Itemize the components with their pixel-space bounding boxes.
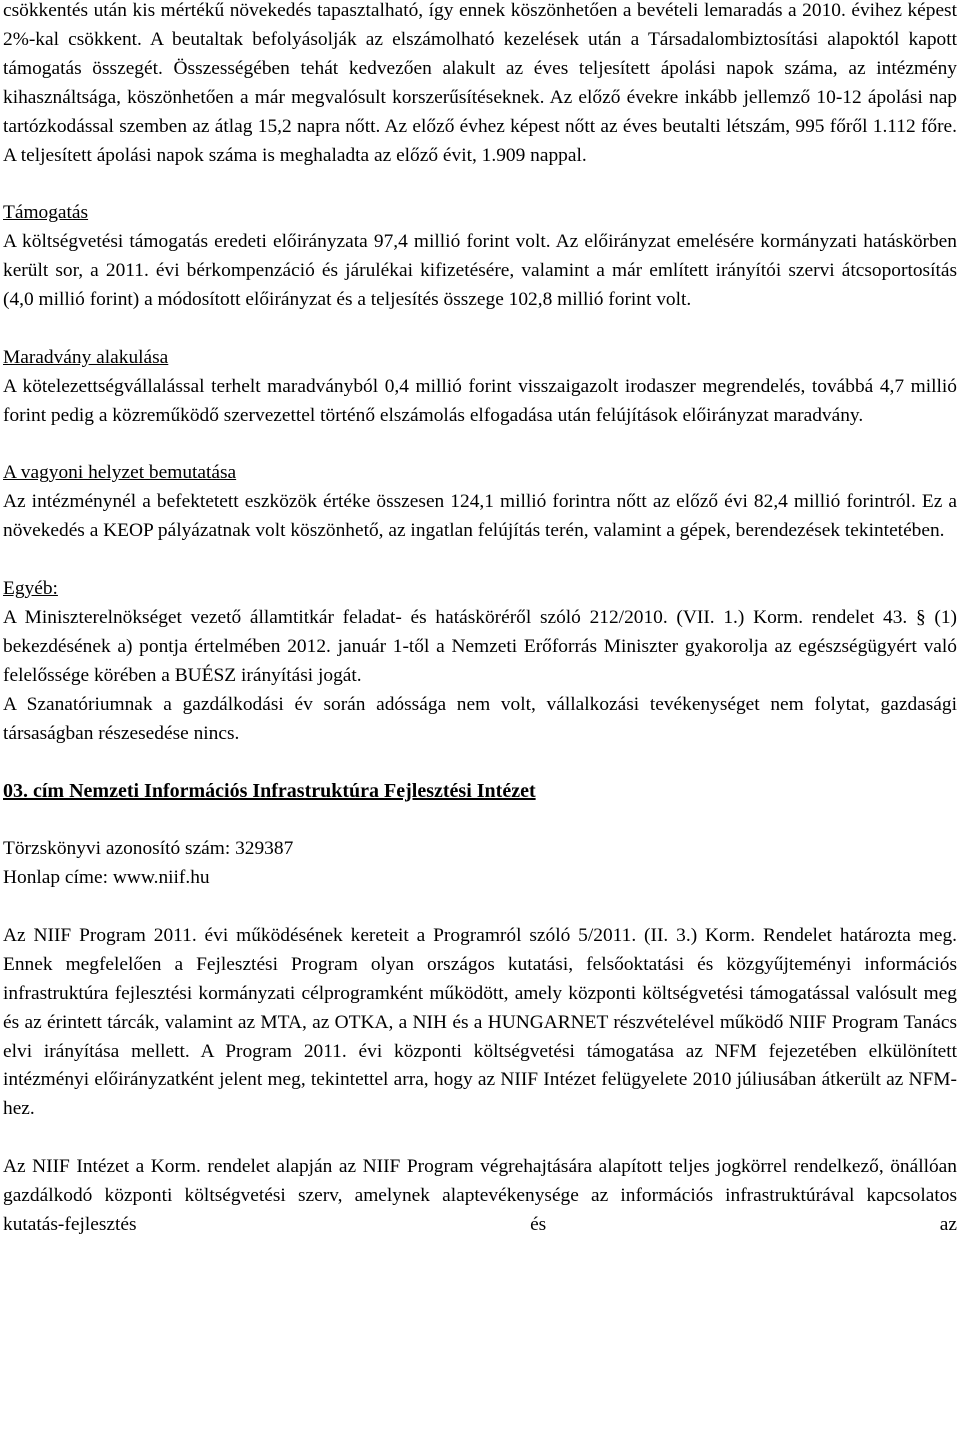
spacer: [3, 893, 957, 922]
paragraph-niif-program: Az NIIF Program 2011. évi működésének kereteit a Programról szóló 5/2011. (II. 3.) Korm. Rendelet határozta meg. Ennek megfelelően a Fejlesztési Program olyan országos kutatási, felsőoktatási és közgyűjteményi információs infrastruktúra fejlesztési kormányzati célprogramként működött, amely központi költségvetési támogatással valósult meg és az érintett tárcák, valamint az MTA, az OTKA, a NIH és a HUNGARNET részvételével működő NIIF Program Tanács elvi irányítása mellett. A Program 2011. évi központi költségvetési támogatása az NFM fejezetében elkülönített intézményi előirányzatként jelent meg, tekintettel arra, hogy az NIIF Intézet felügyelete 2010 júliusában átkerült az NFM-hez.: [3, 924, 957, 1120]
spacer: [3, 806, 957, 835]
spacer: [3, 431, 957, 460]
paragraph-tamogatas: A költségvetési támogatás eredeti előirányzata 97,4 millió forint volt. Az előirányzat emelésére kormányzati hatáskörben került sor, a 2011. évi bérkompenzáció és járulékai kifizetésére, valamint a már említett irányítói szervi átcsoportosítás (4,0 millió forint) a módosított előirányzat és a teljesítés összege 102,8 millió forint volt.: [3, 231, 957, 311]
paragraph-egyeb-2: A Szanatóriumnak a gazdálkodási év során adóssága nem volt, vállalkozási tevékenységet nem folytat, gazdasági társaságban részesedése nincs.: [3, 693, 957, 744]
intro-paragraph: csökkentés után kis mértékű növekedés tapasztalható, így ennek köszönhetően a bevételi lemaradás a 2010. évihez képest 2%-kal csökkent. A beutaltak befolyásolják az elszámolható kezelések után a Társadalombiztosítási alapoktól kapott támogatás összegét. Összességében tehát kedvezően alakult az éves teljesített ápolási napok száma, az intézmény kihasználtsága, köszönhetően a már megvalósult korszerűsítéseknek. Az előző évekre inkább jellemző 10-12 ápolási nap tartózkodással szemben az átlag 15,2 napra nőtt. Az előző évhez képest nőtt az éves beutalti létszám, 995 főről 1.112 főre. A teljesített ápolási napok száma is meghaladta az előző évit, 1.909 nappal.: [3, 0, 957, 166]
spacer: [3, 749, 957, 778]
heading-egyeb: Egyéb:: [3, 578, 58, 600]
website-line: Honlap címe: www.niif.hu: [3, 867, 210, 889]
registry-number: Törzskönyvi azonosító szám: 329387: [3, 838, 294, 860]
spacer: [3, 546, 957, 575]
paragraph-egyeb-1: A Miniszterelnökséget vezető államtitkár feladat- és hatásköréről szóló 212/2010. (VII. 1.) Korm. rendelet 43. § (1) bekezdésének a) pontja értelmében 2012. január 1-től a Nemzeti Erőforrás Miniszter gyakorolja az egészségügyért való felelőssége körében a BUÉSZ irányítási jogát.: [3, 606, 957, 686]
heading-tamogatas: Támogatás: [3, 202, 89, 224]
paragraph-vagyoni: Az intézménynél a befektetett eszközök értéke összesen 124,1 millió forintra nőtt az előző évi 82,4 millió forintról. Ez a növekedés a KEOP pályázatnak volt köszönhető, az ingatlan felújítás terén, valamint a gépek, berendezések tekintetében.: [3, 491, 957, 542]
heading-vagyoni: A vagyoni helyzet bemutatása: [3, 462, 237, 484]
spacer: [3, 315, 957, 344]
spacer: [3, 1124, 957, 1153]
spacer: [3, 170, 957, 199]
paragraph-niif-intezet: Az NIIF Intézet a Korm. rendelet alapján az NIIF Program végrehajtására alapított teljes jogkörrel rendelkező, önállóan gazdálkodó központi költségvetési szerv, amelynek alaptevékenysége az információs infrastruktúrával kapcsolatos kutatás-fejlesztés és az: [3, 1156, 957, 1235]
heading-maradvany: Maradvány alakulása: [3, 346, 169, 368]
paragraph-maradvany: A kötelezettségvállalással terhelt maradványból 0,4 millió forint visszaigazolt irodaszer megrendelés, továbbá 4,7 millió forint pedig a közreműködő szervezettel történő elszámolás elfogadása után felújítások előirányzat maradvány.: [3, 375, 957, 426]
section-title: 03. cím Nemzeti Információs Infrastruktúra Fejlesztési Intézet: [3, 780, 536, 803]
